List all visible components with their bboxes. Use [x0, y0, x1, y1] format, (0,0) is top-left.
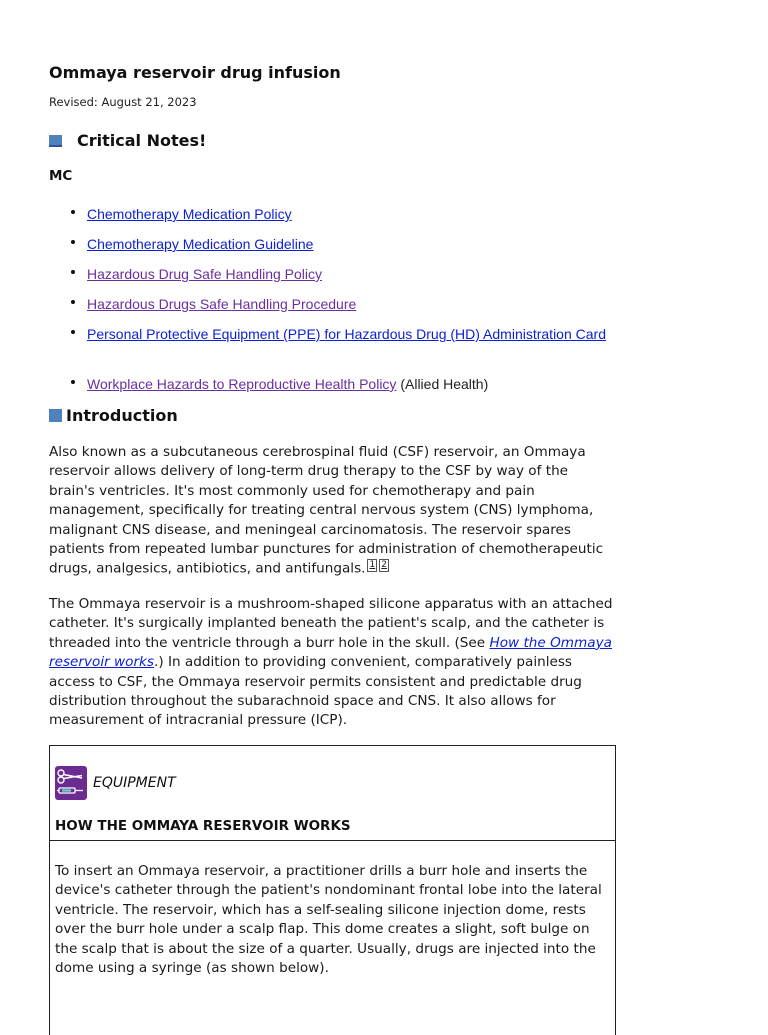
critical-notes-title: Critical Notes!: [77, 131, 207, 150]
surgical-equipment-icon: [55, 766, 87, 800]
bullet-icon: [71, 300, 75, 304]
intro-paragraph-2-text: The Ommaya reservoir is a mushroom-shaped silicone apparatus with an attached catheter. It's surgically implanted beneath the patient's scalp, and the catheter is threaded into the ventricle through a burr hole in the skull. (See: [49, 596, 613, 651]
reproductive-health-policy-link[interactable]: Workplace Hazards to Reproductive Health Policy: [87, 376, 397, 392]
reference-1-link[interactable]: 1: [369, 560, 376, 571]
bullet-icon: [71, 380, 75, 384]
equipment-box: [49, 745, 616, 1035]
equipment-label-row: [55, 766, 176, 800]
revised-date: Revised: August 21, 2023: [49, 95, 197, 109]
section-square-icon: [49, 409, 62, 422]
page-title: Ommaya reservoir drug infusion: [49, 63, 341, 82]
intro-paragraph-2: [49, 595, 617, 731]
hazardous-drugs-procedure-link[interactable]: Hazardous Drugs Safe Handling Procedure: [87, 296, 357, 312]
bullet-icon: [71, 270, 75, 274]
reference-2-link[interactable]: 2: [381, 560, 387, 571]
intro-paragraph-2-text-end: .) In addition to providing convenient, comparatively painless access to CSF, the Ommaya reservoir permits consistent and predictable drug distribution throughout the subarachnoid space and CNS. It also allows for measurement of intracranial pressure (ICP).: [49, 654, 582, 729]
org-code: MC: [49, 168, 73, 184]
critical-notes-heading: [49, 131, 206, 150]
intro-paragraph-1: [49, 443, 617, 579]
bullet-icon: [71, 210, 75, 214]
box-divider: [50, 840, 615, 841]
how-ommaya-works-link[interactable]: How the Ommaya reservoir works: [49, 634, 612, 671]
chemotherapy-medication-guideline-link[interactable]: Chemotherapy Medication Guideline: [87, 236, 314, 252]
section-square-icon: [49, 135, 62, 147]
hazardous-drug-policy-link[interactable]: Hazardous Drug Safe Handling Policy: [87, 266, 323, 282]
bullet-icon: [71, 330, 75, 334]
box-title: HOW THE OMMAYA RESERVOIR WORKS: [55, 818, 351, 834]
box-body-text: To insert an Ommaya reservoir, a practitioner drills a burr hole and inserts the device's catheter through the patient's nondominant frontal lobe into the lateral ventricle. The reservoir, which has a self-sealing silicone injection dome, rests over the burr hole under a scalp flap. This dome creates a slight, soft bulge on the scalp that is about the size of a quarter. Usually, drugs are injected into the dome using a syringe (as shown below).: [55, 863, 602, 977]
intro-paragraph-1-text: Also known as a subcutaneous cerebrospinal fluid (CSF) reservoir, an Ommaya reservoir allows delivery of long-term drug therapy to the CSF by way of the brain's ventricles. It's most commonly used for chemotherapy and pain management, specifically for treating central nervous system (CNS) lymphoma, malignant CNS disease, and meningeal carcinomatosis. The reservoir spares patients from repeated lumbar punctures for administration of chemotherapeutic drugs, analgesics, antibiotics, and antifungals.: [49, 444, 604, 577]
bullet-icon: [71, 240, 75, 244]
introduction-title: Introduction: [66, 406, 178, 425]
equipment-label: EQUIPMENT: [93, 775, 176, 791]
link-suffix: (Allied Health): [396, 376, 489, 392]
ppe-card-link[interactable]: Personal Protective Equipment (PPE) for Hazardous Drug (HD) Administration Card: [87, 326, 606, 342]
introduction-heading: [49, 406, 178, 425]
chemotherapy-medication-policy-link[interactable]: Chemotherapy Medication Policy: [87, 206, 292, 222]
